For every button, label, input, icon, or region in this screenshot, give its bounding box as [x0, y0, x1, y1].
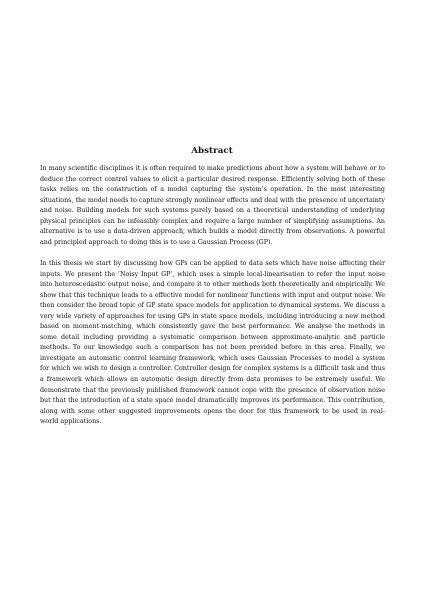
abstract-paragraph-2: In this thesis we start by discussing how GPs can be applied to data sets which have noise affecting their inputs. We present the ‘Noisy Input GP’, which uses a simple local-linearisation to refer the input noise into heteroscedastic output noise, and compare it to other methods both theoretically and empirically. We show that this technique leads to a effective model for nonlinear functions with input and output noise. We then consider the broad topic of GP state space models for application to dynamical systems. We discuss a very wide variety of approaches for using GPs in state space models, including introducing a new method based on moment-matching, which consistently gave the best performance. We analyse the methods in some detail including providing a systematic comparison between approximate-analytic and particle methods. To our knowledge such a comparison has not been provided before in this area. Finally, we investigate an automatic control learning framework, which uses Gaussian Processes to model a system for which we wish to design a controller. Controller design for complex systems is a difficult task and thus a framework which allows an automatic design directly from data promises to be extremely useful. We demonstrate that the previously published framework cannot cope with the presence of observation noise but that the introduction of a state space model dramatically improves its performance. This contribution, along with some other suggested improvements opens the door for this framework to be used in real-world applications.	[40, 259, 385, 426]
abstract-body	[40, 164, 385, 428]
abstract-paragraph-1: In many scientific disciplines it is often required to make predictions about how a system will behave or to deduce the correct control values to elicit a particular desired response. Efficiently solving both of these tasks relies on the construction of a model capturing the system’s operation. In the most interesting situations, the model needs to capture strongly nonlinear effects and deal with the presence of uncertainty and noise. Building models for such systems purely based on a theoretical understanding of underlying physical principles can be infeasibly complex and require a large number of simplifying assumptions. An alternative is to use a data-driven approach, which builds a model directly from observations. A powerful and principled approach to doing this is to use a Gaussian Process (GP).	[40, 165, 385, 246]
abstract-heading: Abstract	[191, 146, 233, 156]
